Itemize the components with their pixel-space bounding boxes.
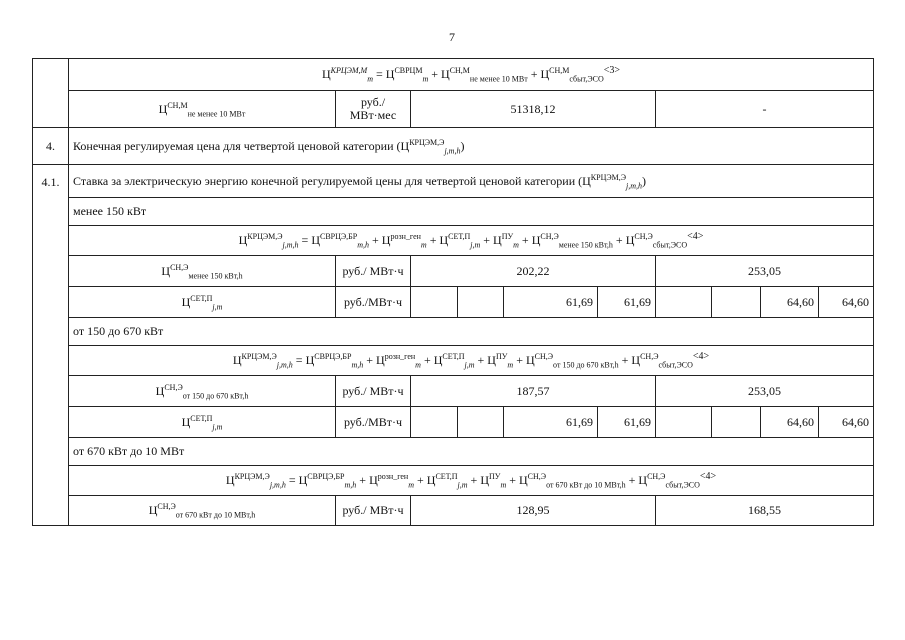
section-number: 4. xyxy=(33,128,69,165)
formula: $Ц^{КРЦЭМ,Э}_{j,m,h} = Ц^{СВРЦЭ,БР}_{m,h} + Ц^{розн\_ген}_m + Ц^{СЕТ,П}_{j,m} + Ц^{ПУ}_m + Ц^{СН,Э}_{от 150 до 670 кВт,h} + Ц^{СН,Э}_{сбыт,ЭСО}^{<4>}$ xyxy=(69,346,874,376)
label-cell: $Ц^{СЕТ,П}_{j,m}$ xyxy=(69,407,336,438)
page-number: 7 xyxy=(449,30,455,44)
table-row xyxy=(33,466,874,496)
unit-cell: руб./ МВт·ч xyxy=(336,256,411,287)
value-cell: 64,60 xyxy=(761,287,819,318)
value-cell: 61,69 xyxy=(504,287,598,318)
table-row xyxy=(33,346,874,376)
group-heading: от 150 до 670 кВт xyxy=(69,318,874,346)
value-cell: 253,05 xyxy=(656,376,874,407)
table-row xyxy=(33,226,874,256)
label-cell: $Ц^{СН,Э}_{от 150 до 670 кВт,h}$ xyxy=(69,376,336,407)
unit-cell: руб./ МВт·ч xyxy=(336,376,411,407)
value-cell xyxy=(458,407,504,438)
table-row xyxy=(33,91,874,128)
table-row xyxy=(33,287,874,318)
formula-top: $Ц^{КРЦЭМ,М}_m = Ц^{СВРЦМ}_m + Ц^{СН,М}_{не менее 10 МВт} + Ц^{СН,М}_{сбыт,ЭСО}^{<3>}$ xyxy=(69,59,874,91)
formula: $Ц^{КРЦЭМ,Э}_{j,m,h} = Ц^{СВРЦЭ,БР}_{m,h} + Ц^{розн\_ген}_m + Ц^{СЕТ,П}_{j,m} + Ц^{ПУ}_m + Ц^{СН,Э}_{от 670 кВт до 10 МВт,h} + Ц^{СН,Э}_{сбыт,ЭСО}^{<4>}$ xyxy=(69,466,874,496)
value-cell: 51318,12 xyxy=(411,91,656,128)
value-cell: 61,69 xyxy=(598,407,656,438)
value-cell: 64,60 xyxy=(819,407,874,438)
value-cell xyxy=(712,407,761,438)
tariff-table xyxy=(32,58,874,526)
value-cell: 128,95 xyxy=(411,496,656,526)
table-row xyxy=(33,318,874,346)
table-row xyxy=(33,165,874,198)
value-cell: 168,55 xyxy=(656,496,874,526)
table-row xyxy=(33,496,874,526)
label-cell: $Ц^{СН,М}_{не менее 10 МВт}$ xyxy=(69,91,336,128)
value-cell xyxy=(411,287,458,318)
value-cell xyxy=(656,407,712,438)
group-heading: от 670 кВт до 10 МВт xyxy=(69,438,874,466)
table-row xyxy=(33,407,874,438)
table-row xyxy=(33,128,874,165)
value-cell: 64,60 xyxy=(819,287,874,318)
table-row xyxy=(33,198,874,226)
formula: $Ц^{КРЦЭМ,Э}_{j,m,h} = Ц^{СВРЦЭ,БР}_{m,h} + Ц^{розн\_ген}_m + Ц^{СЕТ,П}_{j,m} + Ц^{ПУ}_m + Ц^{СН,Э}_{менее 150 кВт,h} + Ц^{СН,Э}_{сбыт,ЭСО}^{<4>}$ xyxy=(69,226,874,256)
label-cell: $Ц^{СН,Э}_{менее 150 кВт,h}$ xyxy=(69,256,336,287)
section-title: Ставка за электрическую энергию конечной регулируемой цены для четвертой ценовой категории $(Ц^{КРЦЭМ,Э}_{j,m,h})$ xyxy=(69,165,874,198)
value-cell: 202,22 xyxy=(411,256,656,287)
table-row xyxy=(33,376,874,407)
value-cell: - xyxy=(656,91,874,128)
label-cell: $Ц^{СЕТ,П}_{j,m}$ xyxy=(69,287,336,318)
value-cell: 187,57 xyxy=(411,376,656,407)
value-cell xyxy=(411,407,458,438)
group-heading: менее 150 кВт xyxy=(69,198,874,226)
value-cell: 64,60 xyxy=(761,407,819,438)
unit-cell: руб./ МВт·ч xyxy=(336,496,411,526)
section-title: Конечная регулируемая цена для четвертой ценовой категории $(Ц^{КРЦЭМ,Э}_{j,m,h})$ xyxy=(69,128,874,165)
section-number: 4.1. xyxy=(33,165,69,526)
table-row xyxy=(33,59,874,91)
value-cell: 253,05 xyxy=(656,256,874,287)
value-cell: 61,69 xyxy=(598,287,656,318)
value-cell xyxy=(656,287,712,318)
value-cell xyxy=(712,287,761,318)
label-cell: $Ц^{СН,Э}_{от 670 кВт до 10 МВт,h}$ xyxy=(69,496,336,526)
unit-cell: руб./МВт·ч xyxy=(336,407,411,438)
table-row xyxy=(33,256,874,287)
empty-number-cell xyxy=(33,59,69,128)
unit-cell: руб./МВт·ч xyxy=(336,287,411,318)
value-cell xyxy=(458,287,504,318)
table-row xyxy=(33,438,874,466)
unit-cell: руб./ МВт·мес xyxy=(336,91,411,128)
value-cell: 61,69 xyxy=(504,407,598,438)
